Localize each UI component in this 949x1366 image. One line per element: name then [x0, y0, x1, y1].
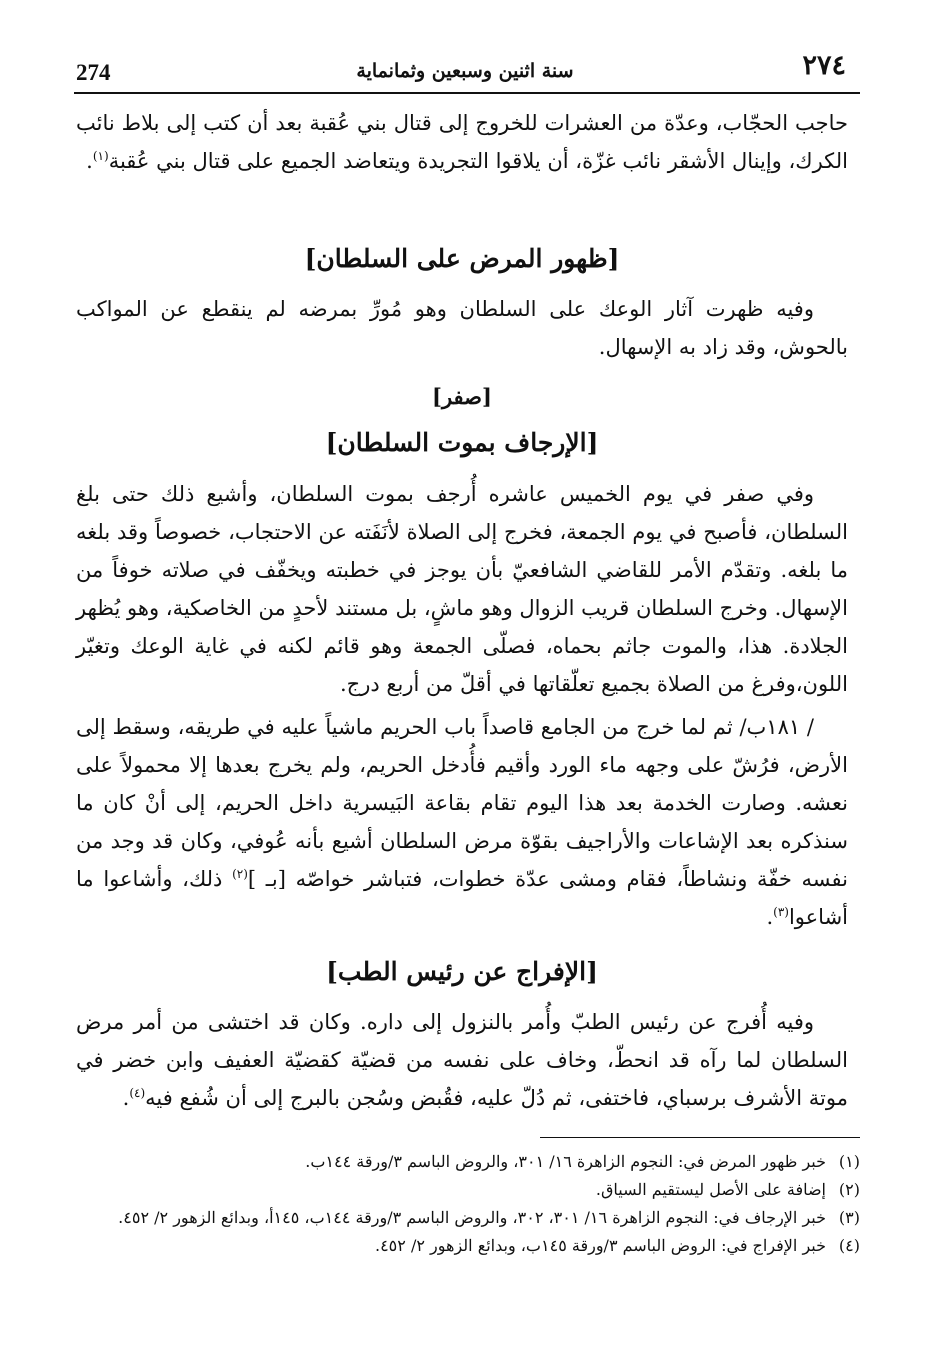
paragraph-1-text: حاجب الحجّاب، وعدّة من العشرات للخروج إلى قتال بني عُقبة بعد أن كتب إلى بلاط نائب الكرك، وإينال الأشقر نائب غزّة، أن يلاقوا التجريدة ويتعاضد الجميع على قتال بني عُقبة — [76, 111, 848, 173]
month-heading: [صفر] — [432, 384, 492, 409]
footnote-number: (٢) — [838, 1180, 860, 1199]
paragraph-3 — [76, 475, 848, 703]
footnote-text: خبر الإرجاف في: النجوم الزاهرة ١٦/ ٣٠١، ٣٠٢، والروض الباسم ٣/ورقة ١٤٤ب، ١٤٥أ، وبدائع الزهور ٢/ ٤٥٢. — [118, 1208, 826, 1227]
footnote-ref-2: (٢) — [232, 867, 248, 881]
paragraph-5 — [76, 1003, 848, 1117]
paragraph-4 — [76, 708, 848, 936]
section-heading-release: [الإفراج عن رئيس الطب] — [326, 957, 598, 986]
footnote-ref-3: (٣) — [773, 905, 789, 919]
section-heading-illness: [ظهور المرض على السلطان] — [304, 244, 620, 273]
footnote-rule — [540, 1137, 860, 1138]
footnote-text: إضافة على الأصل ليستقيم السياق. — [595, 1180, 826, 1199]
page-number-arabic: ٢٧٤ — [802, 50, 846, 81]
page-number-latin: 274 — [76, 60, 111, 85]
footnote-text: خبر ظهور المرض في: النجوم الزاهرة ١٦/ ٣٠١، والروض الباسم ٣/ورقة ١٤٤ب. — [305, 1152, 826, 1171]
running-header — [70, 46, 860, 86]
footnote-ref-1: (١) — [92, 149, 109, 163]
paragraph-4-text-a: / ١٨١ب/ ثم لما خرج من الجامع قاصداً باب الحريم ماشياً عليه في طريقه، وسقط إلى الأرض، فرُشّ على وجهه ماء الورد وأقيم فأُدخل الحريم، ولم يخرج بعدها إلا محمولاً على نعشه. وصارت الخدمة بعد هذا اليوم تقام بقاعة البَيسرية داخل الحريم، إلى أنْ كان ما سنذكره بعد الإشاعات والأراجيف بقوّة مرض السلطان أشيع بأنه عُوفي، وكان قد وجد من نفسه خفّة ونشاطاً، فقام ومشى عدّة خطوات، فتباشر خواصّه [بـ ] — [76, 715, 848, 891]
footnote-text: خبر الإفراج في: الروض الباسم ٣/ورقة ١٤٥ب، وبدائع الزهور ٢/ ٤٥٢. — [374, 1236, 826, 1255]
footnote-number: (١) — [838, 1152, 860, 1171]
paragraph-5-text: وفيه أُفرج عن رئيس الطبّ وأُمر بالنزول إلى داره. وكان قد اختشى من أمر مرض السلطان لما رآه قد انحطّ، وخاف على نفسه من قضيّة كقضيّة العفيف وابن خضر في موتة الأشرف برسباي، فاختفى، ثم دُلّ عليه، فقُبض وسُجن بالبرج إلى أن شُفع فيه — [76, 1010, 848, 1110]
footnote-item — [90, 1204, 860, 1232]
running-title: سنة اثنين وسبعين وثمانماية — [356, 60, 574, 82]
paragraph-1 — [76, 104, 848, 180]
paragraph-1-end: . — [86, 149, 93, 173]
paragraph-4-text-b: ذلك، وأشاعوا ما أشاعوا — [76, 867, 848, 929]
footnote-item — [90, 1148, 860, 1176]
footnote-item — [90, 1232, 860, 1260]
footnote-number: (٤) — [838, 1236, 860, 1255]
paragraph-5-end: . — [122, 1086, 130, 1110]
footnote-item — [90, 1176, 860, 1204]
footnote-number: (٣) — [838, 1208, 860, 1227]
section-heading-rumor: [الإرجاف بموت السلطان] — [325, 428, 599, 457]
paragraph-2 — [76, 290, 848, 366]
paragraph-3-text: وفي صفر في يوم الخميس عاشره أُرجف بموت السلطان، وأشيع ذلك حتى بلغ السلطان، فأصبح في يوم الجمعة، فخرج إلى الصلاة لأنَفَته عن الاحتجاب، خصوصاً وقد بلغه ما بلغه. وتقدّم الأمر للقاضي الشافعيّ بأن يوجز في خطبته ويخفّف في صلاته خوفاً من الإسهال. وخرج السلطان قريب الزوال وهو ماشٍ، بل مستند لأحدٍ من الخاصكية، وهو يُظهر الجلادة. هذا، والموت جاثم بحماه، فصلّى الجمعة وهو قائم لكنه في غاية الوعك وتغيّر اللون،وفرغ من الصلاة بجميع تعلّقاتها في أقلّ من أربع درج. — [76, 482, 848, 696]
footnote-ref-4: (٤) — [129, 1086, 146, 1100]
header-rule — [74, 92, 860, 94]
footnotes — [90, 1148, 860, 1260]
paragraph-2-text: وفيه ظهرت آثار الوعك على السلطان وهو مُورِّ بمرضه لم ينقطع عن المواكب بالحوش، وقد زاد به الإسهال. — [76, 297, 848, 359]
paragraph-4-end: . — [766, 905, 774, 929]
